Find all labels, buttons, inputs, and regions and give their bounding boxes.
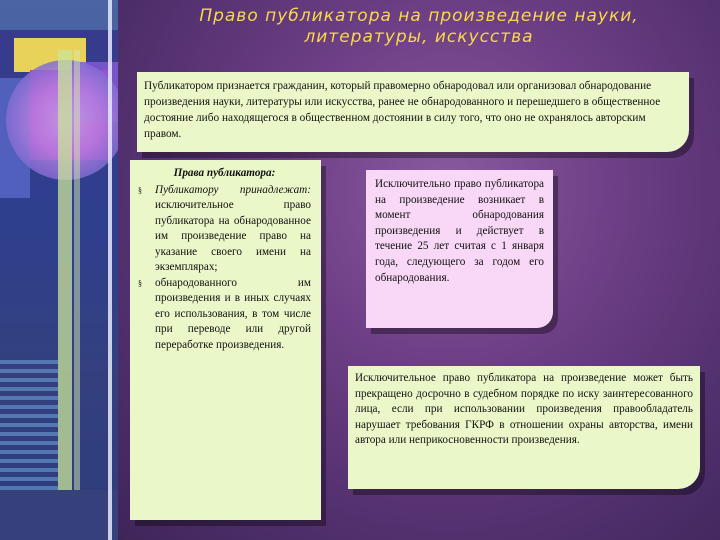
exclusive-right-text: Исключительно право публикатора на произведение возникает в момент обнародования произведения и действует в течение 25 лет считая с 1 января года, следующего за годом его обнародования. <box>375 178 544 284</box>
decor-bar <box>58 50 72 540</box>
decor-divider <box>108 0 112 540</box>
rights-item-text: исключительное право публикатора на обнародованное им произведение право на указание своего имени на экземплярах; <box>155 199 311 273</box>
bullet-mark: § <box>138 278 142 288</box>
exclusive-right-box <box>366 170 553 328</box>
rights-intro: Публикатору принадлежат: <box>155 183 311 196</box>
rights-box <box>130 160 321 520</box>
termination-box <box>348 366 700 489</box>
decorative-left-strip <box>0 0 118 540</box>
decor-stripes <box>0 360 58 490</box>
decor-block <box>0 490 118 540</box>
bullet-mark: § <box>138 185 142 195</box>
list-item <box>138 183 311 276</box>
title-line: Право публикатора на произведение науки, <box>199 6 639 26</box>
decor-bar <box>74 50 80 540</box>
rights-item-text: обнародованного им произведения и в иных случаях его использования, в том числе при переводе или другой переработке произведения. <box>155 276 311 351</box>
rights-heading: Права публикатора: <box>173 167 276 179</box>
definition-text: Публикатором признается гражданин, который правомерно обнародовал или организовал обнародование произведения науки, литературы или искусства, ранее не обнародованного и перешедшего в общественное достояние либо находящегося в общественном достоянии в силу того, что оно не охранялось авторским правом. <box>144 80 661 140</box>
slide-title <box>118 6 720 48</box>
termination-text: Исключительное право публикатора на произведение может быть прекращено досрочно в судебном порядке по иску заинтересованного лица, если при использовании произведения правообладатель нарушает требования ГКРФ в отношении охраны авторства, имени автора или неприкосновенности произведения. <box>355 372 693 447</box>
definition-box <box>137 72 689 152</box>
decor-block <box>0 0 118 30</box>
list-item <box>138 276 311 354</box>
title-line: литературы, искусства <box>304 27 534 47</box>
